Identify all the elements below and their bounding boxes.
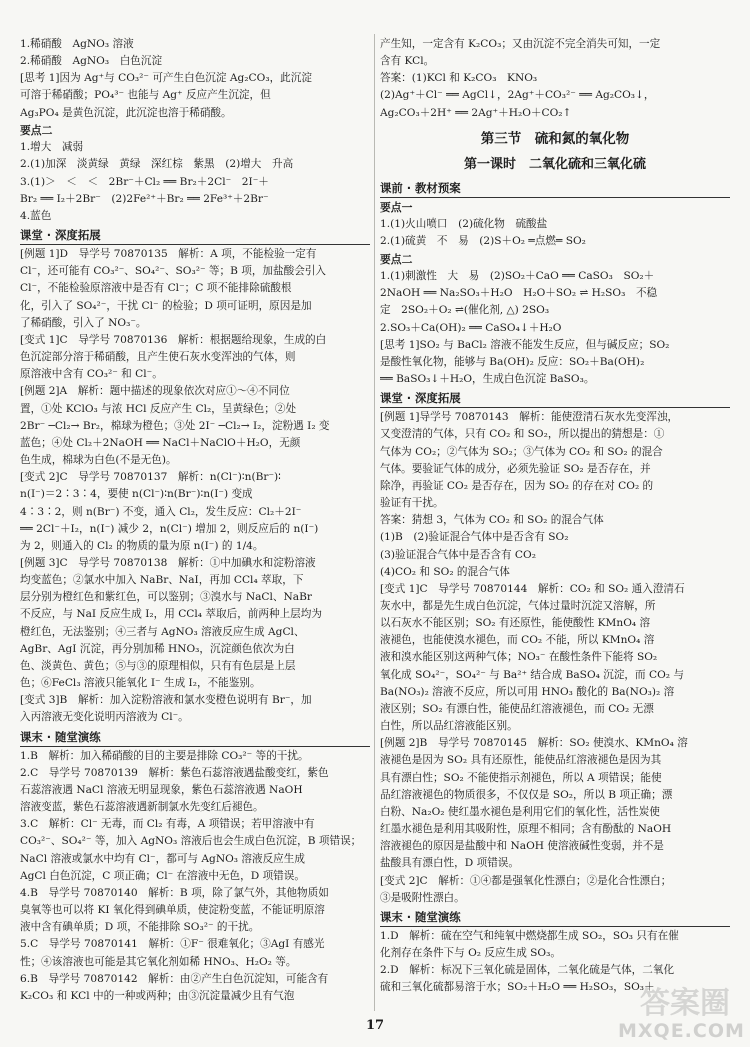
text-line: 层分别为橙红色和紫红色，可以鉴别；③溴水与 NaCl、NaBr: [20, 591, 312, 604]
text-line: [例题 2]B 导学号 70870145 解析：SO₂ 使溴水、KMnO₄ 溶: [380, 737, 688, 750]
text-line: 5.C 导学号 70870141 解析：①F⁻ 很难氧化；③AgI 有感光: [20, 938, 325, 951]
point-heading: 要点二: [380, 252, 413, 266]
text-line: 以石灰水不能区别；SO₂ 有还原性，能使酸性 KMnO₄ 溶: [380, 617, 651, 630]
text-line: AgCl 白色沉淀，C 项正确；Cl⁻ 在溶液中无色，D 项错误。: [20, 869, 305, 882]
text-line: 液中含有碘单质；D 项，不能排除 SO₃²⁻ 的干扰。: [20, 921, 260, 934]
text-line: 品红溶液褪色的物质很多，不仅仅是 SO₂，所以 B 项正确；漂: [380, 788, 673, 801]
text-line: 色生成，棉球为白色(不是无色)。: [20, 454, 177, 467]
text-line: ══ 2Cl⁻＋I₂，n(I⁻) 减少 2，n(Cl⁻) 增加 2，则反应后的 n(I⁻): [20, 522, 319, 535]
text-line: Ba(NO₃)₂ 溶液不反应，所以可用 HNO₃ 酸化的 Ba(NO₃)₂ 溶: [380, 685, 675, 698]
text-line: 石蕊溶液遇 NaCl 溶液无明显现象，紫色石蕊溶液遇 NaOH: [20, 783, 303, 796]
text-line: 验证有干扰。: [380, 497, 444, 510]
text-line: 橙红色，无法鉴别；④三者与 AgNO₃ 溶液反应生成 AgCl、: [20, 625, 305, 638]
text-line: 1.(1)刺激性 大 易 (2)SO₂＋CaO ══ CaSO₃ SO₂＋: [380, 270, 655, 283]
column-divider: [374, 34, 375, 1011]
text-line: 灰水中，都是先生成白色沉淀，气体过量时沉淀又溶解，所: [380, 600, 656, 612]
page-number: 17: [365, 1018, 385, 1033]
section-title: 第三节 硫和氮的氧化物: [480, 130, 630, 147]
section-bar: 课末 · 随堂演练: [20, 729, 370, 747]
text-line: 硫和三氧化硫都易溶于水；SO₂＋H₂O ══ H₂SO₃，SO₃＋: [380, 981, 655, 994]
text-line: 溶液变蓝，紫色石蕊溶液遇新制氯水先变红后褪色。: [20, 801, 264, 814]
text-line: [思考 1]因为 Ag⁺与 CO₃²⁻ 可产生白色沉淀 Ag₂CO₃，此沉淀: [20, 72, 312, 85]
watermark-text: MXQE.COM: [618, 1020, 745, 1042]
text-line: AgBr、AgI 沉淀，再分别加稀 HNO₃，沉淀颜色依次为白: [20, 642, 295, 655]
text-line: Br₂ ══ I₂＋2Br⁻ (2)2Fe²⁺＋Br₂ ══ 2Fe³⁺＋2Br⁻: [20, 192, 269, 205]
text-line: 原溶液中含有 CO₃²⁻ 和 Cl⁻。: [20, 368, 163, 381]
text-line: 液区别；SO₂ 有漂白性，能使品红溶液褪色，而 CO₂ 无漂: [380, 702, 654, 715]
text-line: 2Br⁻ ─Cl₂→ Br₂，棉球为橙色；③处 2I⁻ ─Cl₂→ I₂，淀粉遇 I₂ 变: [20, 419, 330, 432]
text-line: 产生知，一定含有 K₂CO₃；又由沉淀不完全消失可知，一定: [380, 38, 661, 50]
text-line: 2.(1)加深 淡黄绿 黄绿 深红棕 紫黑 (2)增大 升高: [20, 158, 294, 171]
text-line: 1.D 解析：硫在空气和纯氧中燃烧都生成 SO₂，SO₃ 只有在催: [380, 929, 679, 942]
text-line: 氧化成 SO₄²⁻，SO₄²⁻ 与 Ba²⁺ 结合成 BaSO₄ 沉淀，而 CO₂ 与: [380, 668, 684, 681]
left-column: [20, 36, 370, 1011]
text-line: 1.增大 减弱: [20, 141, 84, 154]
text-line: 了稀硝酸，引入了 NO₃⁻。: [20, 316, 147, 329]
text-line: 具有漂白性；SO₂ 不能使指示剂褪色，所以 A 项错误；能使: [380, 771, 662, 784]
text-line: 液褪色，也能使溴水褪色，而 CO₂ 不能，所以 KMnO₄ 溶: [380, 634, 655, 647]
text-line: 3.(1)＞ ＜ ＜ 2Br⁻＋Cl₂ ══ Br₂＋2Cl⁻ 2I⁻＋: [20, 175, 269, 188]
text-line: 2.D 解析：标况下三氧化硫是固体，二氧化硫是气体，二氧化: [380, 964, 675, 977]
text-line: (2)Ag⁺＋Cl⁻ ══ AgCl↓，2Ag⁺＋CO₃²⁻ ══ Ag₂CO₃↓，: [380, 89, 655, 102]
text-line: [例题 2]A 解析：题中描述的现象依次对应①～④不同位: [20, 385, 290, 398]
text-line: 盐酸具有漂白性，D 项错误。: [380, 857, 519, 870]
watermark-logo: [610, 980, 745, 1042]
text-line: 可溶于稀硝酸；PO₄³⁻ 也能与 Ag⁺ 反应产生沉淀，但: [20, 89, 271, 102]
text-line: 色；⑥FeCl₃ 溶液只能氧化 I⁻ 生成 I₂，不能鉴别。: [20, 677, 261, 690]
text-line: 溶液褪色的原因是盐酸中和 NaOH 使溶液碱性变弱，并不是: [380, 840, 664, 853]
text-line: 答案：(1)KCl 和 K₂CO₃ KNO₃: [380, 72, 538, 85]
text-line: [变式 1]C 导学号 70870144 解析：CO₂ 和 SO₂ 通入澄清石: [380, 582, 685, 595]
text-line: 不反应，与 NaI 反应生成 I₂，用 CCl₄ 萃取后，前两种上层均为: [20, 608, 322, 621]
text-line: 均变蓝色；②氯水中加入 NaBr、NaI，再加 CCl₄ 萃取，下: [20, 574, 304, 587]
text-line: [例题 1]D 导学号 70870135 解析：A 项，不能检验一定有: [20, 248, 317, 261]
text-line: 蓝色；④处 Cl₂＋2NaOH ══ NaCl＋NaClO＋H₂O，无颜: [20, 436, 301, 449]
text-line: 化剂存在条件下与 O₂ 反应生成 SO₃。: [380, 947, 561, 960]
text-line: Ag₃PO₄ 是黄色沉淀，此沉淀也溶于稀硝酸。: [20, 106, 232, 119]
text-line: ③是吸附性漂白。: [380, 891, 465, 904]
text-line: [变式 3]B 解析：加入淀粉溶液和氯水变橙色说明有 Br⁻，加: [20, 694, 312, 707]
text-line: 6.B 导学号 70870142 解析：由②产生白色沉淀知，可能含有: [20, 972, 329, 985]
text-line: CO₃²⁻、SO₄²⁻ 等，加入 AgNO₃ 溶液后也会生成白色沉淀，B 项错误；: [20, 835, 362, 848]
text-line: (3)验证混合气体中是否含有 CO₂: [380, 548, 536, 561]
watermark-logo-mark: 答案圈: [640, 986, 730, 1021]
text-line: 1.(1)火山喷口 (2)硫化物 硫酸盐: [380, 218, 548, 231]
text-line: 3.C 解析：Cl⁻ 无毒，而 Cl₂ 有毒，A 项错误；若甲溶液中有: [20, 818, 315, 831]
text-line: 2.(1)硫黄 不 易 (2)S＋O₂ ═点燃═ SO₂: [380, 235, 586, 248]
text-line: 答案：猜想 3，气体为 CO₂ 和 SO₂ 的混合气体: [380, 514, 604, 527]
text-line: (1)B (2)验证混合气体中是否含有 SO₂: [380, 531, 569, 544]
point-heading: 要点二: [20, 123, 53, 137]
text-line: 1.B 解析：加入稀硝酸的目的主要是排除 CO₃²⁻ 等的干扰。: [20, 749, 309, 762]
text-line: 2.SO₃＋Ca(OH)₂ ══ CaSO₄↓＋H₂O: [380, 321, 562, 334]
text-line: 4.B 导学号 70870140 解析：B 项，除了氯气外，其他物质如: [20, 886, 329, 899]
text-line: (4)CO₂ 和 SO₂ 的混合气体: [380, 565, 510, 578]
text-line: [变式 1]C 导学号 70870136 解析：根据题给现象，生成的白: [20, 333, 327, 346]
text-line: [变式 2]C 导学号 70870137 解析：n(Cl⁻)∶n(Br⁻)∶: [20, 471, 281, 484]
text-line: 化，引入了 SO₄²⁻，干扰 Cl⁻ 的检验；D 项可证明，原因是加: [20, 299, 312, 312]
text-line: 2NaOH ══ Na₂SO₃＋H₂O H₂O＋SO₂ ⇌ H₂SO₃ 不稳: [380, 287, 658, 300]
point-heading: 要点一: [380, 200, 413, 214]
text-line: 1.稀硝酸 AgNO₃ 溶液: [20, 38, 134, 50]
text-line: 4.蓝色: [20, 209, 52, 222]
text-line: 臭氧等也可以将 KI 氧化得到碘单质，使淀粉变蓝，不能证明原溶: [20, 904, 325, 917]
text-line: 液褪色是因为 SO₂ 具有还原性，能使品红溶液褪色是因为其: [380, 754, 662, 767]
section-bar: 课末 · 随堂演练: [380, 909, 730, 927]
text-line: [例题 3]C 导学号 70870138 解析：①中加碘水和淀粉溶液: [20, 556, 316, 569]
text-line: 置，①处 KClO₃ 与浓 HCl 反应产生 Cl₂，呈黄绿色；②处: [20, 402, 297, 415]
text-line: 入丙溶液无变化说明丙溶液为 Cl⁻。: [20, 711, 189, 724]
text-line: [例题 1]导学号 70870143 解析：能使澄清石灰水先变浑浊，: [380, 411, 679, 424]
section-bar: 课堂 · 深度拓展: [20, 227, 370, 245]
text-line: Cl⁻，还可能有 CO₃²⁻、SO₄²⁻、SO₃²⁻ 等；B 项，加盐酸会引入: [20, 265, 326, 278]
text-line: 除净，再验证 CO₂ 是否存在，因为 SO₂ 的存在对 CO₂ 的: [380, 479, 654, 492]
text-line: NaCl 溶液或氯水中均有 Cl⁻，都可与 AgNO₃ 溶液反应生成: [20, 852, 305, 865]
text-line: 气体。要验证气体的成分，必须先验证 SO₂ 是否存在，并: [380, 462, 651, 475]
lesson-title: 第一课时 二氧化硫和三氧化硫: [463, 156, 646, 172]
text-line: 又变澄清的气体，只有 CO₂ 和 SO₂，所以提出的猜想是：①: [380, 428, 665, 441]
section-bar: 课前 · 教材预案: [380, 180, 730, 198]
text-line: 气体为 CO₂；②气体为 SO₂；③气体为 CO₂ 和 SO₂ 的混合: [380, 445, 663, 458]
text-line: 红墨水褪色是利用其吸附性，原理不相同；含有酚酞的 NaOH: [380, 823, 672, 836]
text-line: 2.稀硝酸 AgNO₃ 白色沉淀: [20, 55, 163, 68]
text-line: 定 2SO₂＋O₂ ⇌(催化剂, △) 2SO₃: [380, 304, 550, 317]
text-line: 色沉淀部分溶于稀硝酸，且产生使石灰水变浑浊的气体，则: [20, 351, 296, 364]
text-line: 含有 KCl。: [380, 55, 435, 68]
text-line: K₂CO₃ 和 KCl 中的一种或两种；由③沉淀量减少且有气泡: [20, 989, 295, 1002]
text-line: n(I⁻)＝2∶3∶4，要使 n(Cl⁻)∶n(Br⁻)∶n(I⁻) 变成: [20, 488, 253, 501]
text-line: [变式 2]C 解析：①④都是强氧化性漂白；②是化合性漂白；: [380, 874, 672, 887]
text-line: 白粉、Na₂O₂ 使红墨水褪色是利用它们的氧化性，活性炭使: [380, 805, 660, 818]
text-line: ══ BaSO₃↓＋H₂O，生成白色沉淀 BaSO₃。: [380, 373, 595, 386]
text-line: 白性，所以品红溶液能区别。: [380, 720, 518, 733]
text-line: 4∶3∶2，则 n(Br⁻) 不变，通入 Cl₂，发生反应：Cl₂＋2I⁻: [20, 505, 302, 518]
text-line: 性；④该溶液也可能是其它氧化剂如稀 HNO₃、H₂O₂ 等。: [20, 955, 297, 968]
right-column: [380, 36, 730, 1011]
text-line: 液和溴水能区别这两种气体；NO₃⁻ 在酸性条件下能将 SO₂: [380, 651, 658, 664]
text-line: 是酸性氧化物，能够与 Ba(OH)₂ 反应：SO₂＋Ba(OH)₂: [380, 355, 645, 368]
text-line: Ag₂CO₃＋2H⁺ ══ 2Ag⁺＋H₂O＋CO₂↑: [380, 106, 572, 119]
text-line: 为 2，则通入的 Cl₂ 的物质的量为原 n(I⁻) 的 1/4。: [20, 539, 264, 552]
text-line: 2.C 导学号 70870139 解析：紫色石蕊溶液遇盐酸变红，紫色: [20, 766, 329, 779]
text-line: Cl⁻，不能检验原溶液中是否有 Cl⁻；C 项不能排除硫酸根: [20, 282, 292, 295]
text-line: [思考 1]SO₂ 与 BaCl₂ 溶液不能发生反应，但与碱反应；SO₂: [380, 338, 670, 351]
text-line: 色、淡黄色、黄色；⑤与③的原理相似，只有有色层是上层: [20, 659, 296, 672]
section-bar: 课堂 · 深度拓展: [380, 390, 730, 408]
